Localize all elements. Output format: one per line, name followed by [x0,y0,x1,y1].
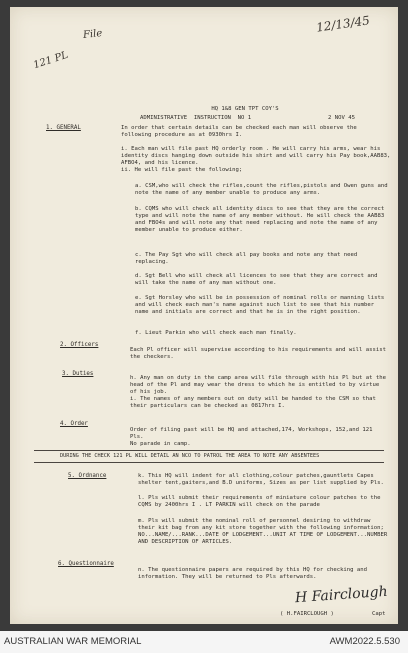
questionnaire-item-n: n. The questionnaire papers are required by this HQ for checking and information. They will be returned to Pls afterwards. [138,567,368,581]
header-date: 2 NOV 45 [328,115,355,121]
general-item-a: a. CSM,who will check the rifles,count the rifles,pistols and Owen guns and note the name of any member unable to produce any arms. [135,183,388,197]
heading-questionnaire: 6. Questionnaire [58,561,114,567]
heading-general: 1. GENERAL [46,125,81,131]
order-line-1: Order of filing past will be HQ and attached,174, Workshops, 152,and 121 Pls. [130,427,373,441]
footer-accession-number: AWM2022.5.530 [329,636,400,647]
general-item-f: f. Lieut Parkin who will check each man finally. [135,330,297,336]
duties-item-h: h. Any man on duty in the camp area will file through with his Pl but at the head of the Pl and may wear the dress to which he is entitled to by virtue of his job. [130,375,386,396]
general-item-c: c. The Pay Sgt who will check all pay books and note any that need replacing. [135,252,358,266]
general-intro: In order that certain details can be checked each man will observe the following procedure as at 0930hrs I. [121,125,357,139]
ordnance-item-k: k. This HQ will indent for all clothing,colour patches,gauntlets Capes shelter tent,gaiters,and B.D uniforms, Sizes as per list supplied by Pls. [138,473,384,487]
header-title: ADMINISTRATIVE INSTRUCTION NO 1 [140,115,252,121]
heading-ordnance: 5. Ordnance [68,473,107,479]
officers-text: Each Pl officer will supervise according to his requirements and will assist the checkers. [130,347,386,361]
heading-officers: 2. Officers [60,342,99,348]
order-line-2: No parade in camp. [130,441,191,447]
general-item-i: i. Each man will file past HQ orderly room . He will carry his arms, wear his identity discs hanging down outside his shirt and will carry his Pay book,AAB83, AFBO4, and his licence. [121,146,391,167]
separator-top [34,450,384,451]
handwritten-date: 12/13/45 [315,13,371,35]
document-page [10,7,398,624]
handwritten-file-note: File [82,28,103,41]
ordnance-item-m: m. Pls will submit the nominal roll of personnel desiring to withdraw their kit bag from any kit store together with the following information; NO...NAME/...RANK...DATE OF LODGEMENT...UNIT AT TIME OF LODGEMENT...NUMBER AND DESCRIPTION OF ARTICLES. [138,518,388,546]
general-item-b: b. CQMS who will check all identity discs to see that they are the correct type and will note the name of any member without. He will check the AAB83 and FBO4s and will note any that need replacing and note the name of any member unable to produce either. [135,206,385,234]
separator-bottom [34,462,384,463]
signatory-name: ( H.FAIRCLOUGH ) [280,611,334,617]
header-unit: HQ 1&8 GEN TPT COY'S [211,106,279,112]
heading-duties: 3. Duties [62,371,94,377]
signatory-rank: Capt [372,611,386,617]
heading-order: 4. Order [60,421,88,427]
absentee-notice: DURING THE CHECK 121 PL WILL DETAIL AN NCO TO PATROL THE AREA TO NOTE ANY ABSENTEES [60,453,320,459]
general-item-e: e. Sgt Horsley who will be in possession of nominal rolls or manning lists and will check each man's name against such list to see that his number name and initials are correct and that he is in the right position. [135,295,385,316]
duties-item-i: i. The names of any members out on duty will be handed to the CSM so that their particulars can be checked as 0817hrs I. [130,396,376,410]
ordnance-item-l: l. Pls will submit their requirements of miniature colour patches to the CQMS by 2400hrs I . LT PARKIN will check on the parade [138,495,381,509]
general-item-d: d. Sgt Bell who will check all licences to see that they are correct and will take the name of any man without one. [135,273,378,287]
handwritten-ref: 121 PL [32,49,70,72]
footer-institution: AUSTRALIAN WAR MEMORIAL [4,636,142,647]
general-item-ii: ii. He will file past the following; [121,167,243,173]
archive-footer [0,631,408,653]
handwritten-signature: H Fairclough [294,583,389,607]
